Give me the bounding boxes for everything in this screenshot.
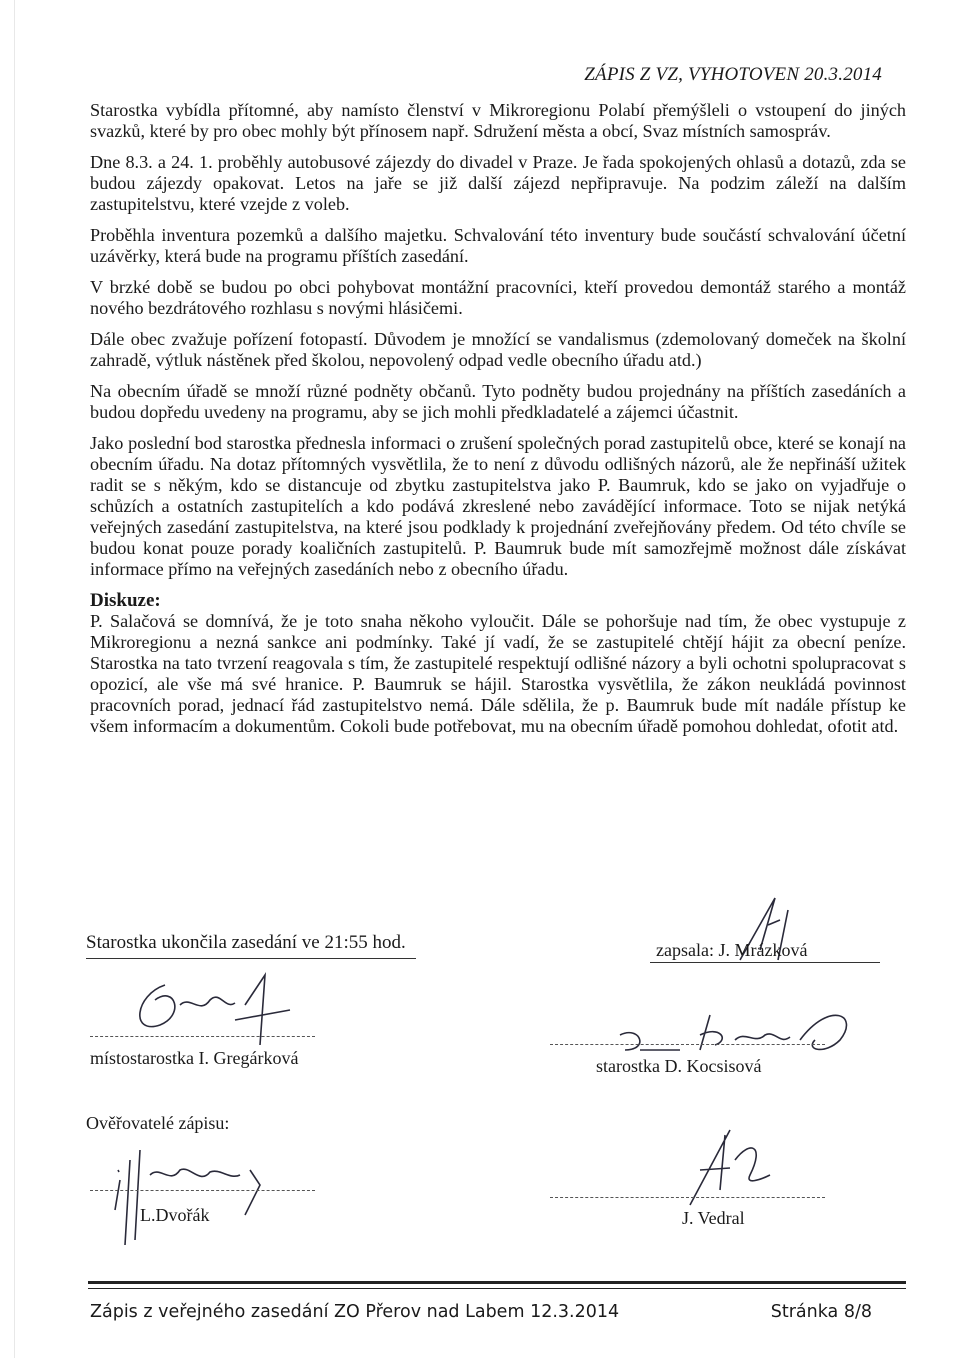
paragraph-microregion: Starostka vybídla přítomné, aby namísto členství v Mikroregionu Polabí přemýšleli o vstoupení do jiných svazků, které by pro obec mohly být přínosem např. Sdružení města a obcí, Svaz místních samospráv. xyxy=(90,100,906,141)
verifier-2-signature-line xyxy=(550,1197,825,1198)
verifier-2-label: J. Vedral xyxy=(682,1208,745,1228)
recorder-name: zapsala: J. Mrázková xyxy=(656,940,808,960)
meeting-end-text: Starostka ukončila zasedání ve 21:55 hod. xyxy=(86,932,406,953)
footer-thin-rule xyxy=(88,1288,906,1289)
discussion-text: P. Salačová se domnívá, že je toto snaha někoho vyloučit. Dále se pohoršuje nad tím, že obec vystupuje z Mikroregionu a nezná sankce ani podmínky. Také jí vadí, že se zastupitelé chtějí hájit za obecní peníze. Starostka na tato tvrzení reagovala s tím, že zastupitelé respektují odlišné názory a byli ochotni spolupracovat s opozicí, ale vše má své hranice. P. Baumruk se hájil. Starostka vysvětlila, že zákon neukládá povinnost pracovních porad, jednací řád zastupitelstvo nemá. Dále sdělila, že p. Baumruk bude mít nadále přístup ke všem informacím a dokumentům. Cokoli bude potřebovat, mu na obecním úřadě pomohou dohledat, ofotit atd. xyxy=(90,611,906,736)
verifier-1-label: L.Dvořák xyxy=(140,1205,210,1225)
paragraph-radio: V brzké době se budou po obci pohybovat montážní pracovníci, kteří provedou demontáž starého a montáž nového bezdrátového rozhlasu s novými hlásičemi. xyxy=(90,277,906,318)
paragraph-citizen-requests: Na obecním úřadě se množí různé podněty občanů. Tyto podněty budou projednány na příštích zasedáních a budou dopředu uvedeny na programu, aby se jich mohli předkladatelé a zájemci účastnit. xyxy=(90,381,906,422)
page-header: ZÁPIS Z VZ, VYHOTOVEN 20.3.2014 xyxy=(584,64,882,85)
paragraph-camera-traps: Dále obec zvažuje pořízení fotopastí. Důvodem je množící se vandalismus (zdemolovaný domeček na školní zahradě, výtluk nástěnek před školou, nepovolený odpad vedle obecního úřadu atd.) xyxy=(90,329,906,370)
footer-page-number: Stránka 8/8 xyxy=(770,1302,872,1322)
paragraph-inventory: Proběhla inventura pozemků a dalšího majetku. Schvalování této inventury bude součástí schvalování účetní uzávěrky, která bude na programu příštích zasedání. xyxy=(90,225,906,266)
mayor-label: starostka D. Kocsisová xyxy=(596,1056,762,1076)
deputy-mayor-label: místostarostka I. Gregárková xyxy=(90,1048,299,1068)
paragraph-meetings: Jako poslední bod starostka přednesla informaci o zrušení společných porad zastupitelů obce, které se konají na obecním úřadu. Na dotaz přítomných vysvětlila, že to není z důvodu odlišných názorů, ale že nepřináší užitek radit se s někým, kdo se distancuje od zbytku zastupitelstva jako P. Baumruk, kdo se jako on vyjadřuje o schůzích a ostatních zastupitelích a kdo podává zkreslené nebo zavádějící informace. Toto se nijak netýká veřejných zasedání zastupitelstva, na které jsou podklady k projednání zveřejňovány předem. Od této chvíle se budou konat pouze porady koaličních zastupitelů. P. Baumruk bude mít samozřejmě možnost dále získávat informace přímo na veřejných zasedáních nebo z obecního úřadu. xyxy=(90,433,906,579)
verifier-1-signature-line xyxy=(90,1190,315,1191)
footer-document-title: Zápis z veřejného zasedání ZO Přerov nad Labem 12.3.2014 xyxy=(90,1302,620,1322)
mayor-signature xyxy=(600,995,870,1065)
recorder-underline xyxy=(650,962,880,963)
paragraph-theatre-trips: Dne 8.3. a 24. 1. proběhly autobusové zájezdy do divadel v Praze. Je řada spokojených ohlasů a dotazů, zda se budou zájezdy opakovat. Letos na jaře se již další zájezd nepřipravuje. Na podzim záleží na dalším zastupitelstvu, které vzejde z voleb. xyxy=(90,152,906,214)
closing-underline xyxy=(86,958,416,959)
scan-edge xyxy=(14,0,15,1358)
verifiers-label: Ověřovatelé zápisu: xyxy=(86,1113,230,1133)
minutes-body xyxy=(90,100,906,747)
mayor-signature-line xyxy=(550,1044,825,1045)
deputy-mayor-signature xyxy=(115,965,335,1055)
footer-thick-rule xyxy=(88,1281,906,1284)
verifier-1-signature xyxy=(100,1140,300,1250)
deputy-mayor-signature-line xyxy=(90,1036,315,1037)
discussion-heading: Diskuze: xyxy=(90,590,161,611)
